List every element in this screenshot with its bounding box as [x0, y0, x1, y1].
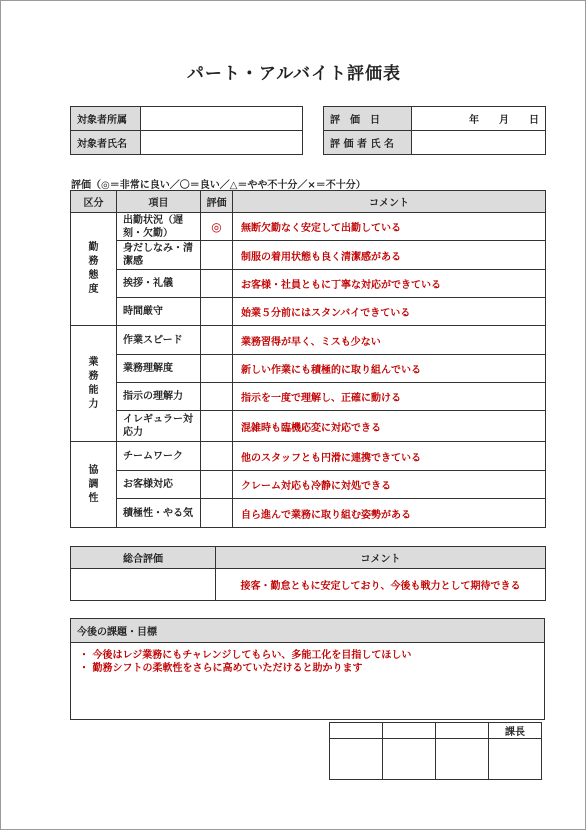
dept-label: 対象者所属 [71, 107, 141, 131]
header-rating: 評価 [201, 191, 233, 213]
rating-legend: 評価（◎＝非常に良い／〇＝良い／△＝やや不十分／×＝不十分） [71, 180, 366, 191]
rating-cell[interactable] [201, 241, 233, 270]
summary-comment-header: コメント [216, 547, 546, 569]
list-item: ・ 勤務シフトの柔軟性をさらに高めていただけると助かります [79, 663, 363, 674]
rating-cell[interactable] [201, 471, 233, 499]
evaluator-field[interactable] [412, 131, 546, 155]
rating-cell[interactable] [201, 383, 233, 411]
stamp-box[interactable] [436, 739, 489, 780]
name-field[interactable] [141, 131, 303, 155]
category-attitude: 勤務態度 [71, 213, 117, 326]
comment-cell[interactable]: クレーム対応も冷静に対処できる [233, 471, 546, 499]
table-row-item: 業務理解度 [117, 355, 201, 383]
evaluation-table [70, 190, 546, 528]
table-row-item: 時間厳守 [117, 298, 201, 326]
rating-cell[interactable] [201, 298, 233, 326]
tasks-field[interactable] [71, 643, 545, 720]
comment-cell[interactable]: 新しい作業にも積極的に取り組んでいる [233, 355, 546, 383]
evaluator-info-table [323, 106, 546, 155]
header-item: 項目 [117, 191, 201, 213]
date-label: 評 価 日 [324, 107, 412, 131]
comment-cell[interactable]: 指示を一度で理解し、正確に動ける [233, 383, 546, 411]
summary-table [70, 546, 546, 601]
table-row-item: 作業スピード [117, 326, 201, 355]
table-row-item: 指示の理解力 [117, 383, 201, 411]
comment-cell[interactable]: 無断欠勤なく安定して出勤している [233, 213, 546, 241]
comment-cell[interactable]: お客様・社員ともに丁寧な対応ができている [233, 270, 546, 298]
stamp-label [383, 723, 436, 739]
table-row-item: 積極性・やる気 [117, 499, 201, 528]
rating-cell[interactable] [201, 442, 233, 471]
rating-cell[interactable] [201, 270, 233, 298]
comment-cell[interactable]: 自ら進んで業務に取り組む姿勢がある [233, 499, 546, 528]
target-info-table [70, 106, 303, 155]
comment-cell[interactable]: 業務習得が早く、ミスも少ない [233, 326, 546, 355]
tasks-table [70, 618, 545, 720]
stamp-box-manager[interactable] [489, 739, 542, 780]
stamp-label [330, 723, 383, 739]
header-category: 区分 [71, 191, 117, 213]
rating-cell[interactable] [201, 326, 233, 355]
comment-cell[interactable]: 制服の着用状態も良く清潔感がある [233, 241, 546, 270]
table-row-item: イレギュラー対応力 [117, 411, 201, 442]
name-label: 対象者氏名 [71, 131, 141, 155]
table-row-item: 挨拶・礼儀 [117, 270, 201, 298]
comment-cell[interactable]: 混雑時も臨機応変に対応できる [233, 411, 546, 442]
comment-cell[interactable]: 始業５分前にはスタンバイできている [233, 298, 546, 326]
evaluator-label: 評 価 者 氏 名 [324, 131, 412, 155]
category-ability: 業務能力 [71, 326, 117, 442]
header-comment: コメント [233, 191, 546, 213]
table-row-item: チームワーク [117, 442, 201, 471]
approval-stamp-table [329, 722, 542, 780]
table-row-item: お客様対応 [117, 471, 201, 499]
rating-cell[interactable]: ◎ [201, 213, 233, 241]
rating-cell[interactable] [201, 355, 233, 383]
stamp-label [436, 723, 489, 739]
page-title: パート・アルバイト評価表 [186, 64, 402, 84]
stamp-label-manager: 課長 [489, 723, 542, 739]
summary-comment-field[interactable]: 接客・勤怠ともに安定しており、今後も戦力として期待できる [216, 569, 546, 601]
stamp-box[interactable] [330, 739, 383, 780]
rating-cell[interactable] [201, 411, 233, 442]
stamp-box[interactable] [383, 739, 436, 780]
table-row-item: 出勤状況（遅刻・欠勤） [117, 213, 201, 241]
date-field[interactable]: 年 月 日 [412, 107, 546, 131]
rating-cell[interactable] [201, 499, 233, 528]
comment-cell[interactable]: 他のスタッフとも円滑に連携できている [233, 442, 546, 471]
dept-field[interactable] [141, 107, 303, 131]
overall-field[interactable] [71, 569, 216, 601]
category-cooperation: 協調性 [71, 442, 117, 528]
tasks-header: 今後の課題・目標 [71, 619, 545, 643]
table-row-item: 身だしなみ・清潔感 [117, 241, 201, 270]
overall-header: 総合評価 [71, 547, 216, 569]
list-item: ・ 今後はレジ業務にもチャレンジしてもらい、多能工化を目指してほしい [79, 650, 412, 661]
